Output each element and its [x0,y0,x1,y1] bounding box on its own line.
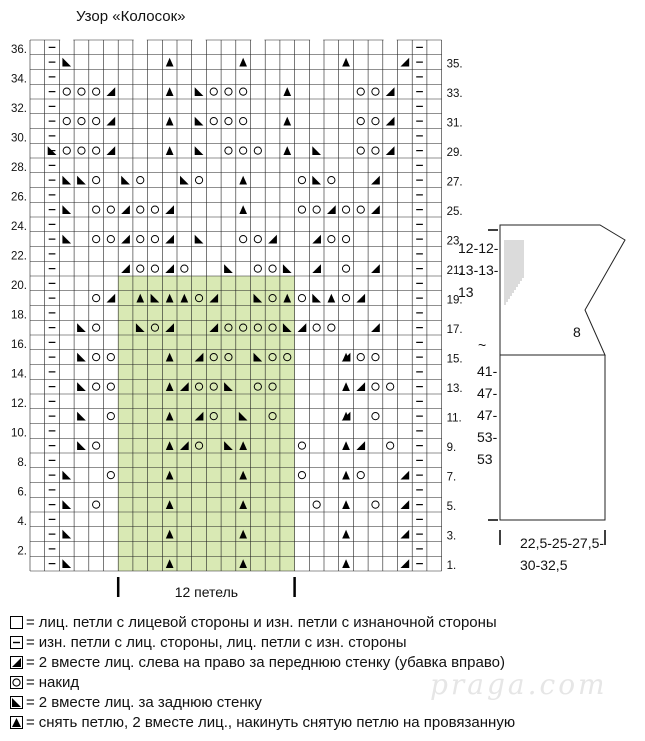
legend-text: лиц. петли с лицевой стороны и изн. петли с изнаночной стороны [38,613,497,631]
right-decrease-symbol [371,264,380,273]
right-decrease-symbol [107,146,116,155]
schematic-bottom-label: 22,5-25-27,5- [520,535,605,551]
schematic-sleeve-label: 8 [573,324,581,340]
row-number-right: 21. [446,265,463,277]
legend-item-central-decrease [10,712,640,732]
yarn-over-symbol [93,236,100,243]
right-decrease-symbol [121,205,130,214]
yarn-over-symbol [342,295,349,302]
schematic-side-label: 53- [477,429,498,445]
left-decrease-symbol [224,264,233,273]
schematic-tilde: ~ [478,337,487,353]
purl-dash-icon [10,636,23,649]
left-decrease-symbol [121,176,130,185]
row-number-left: 28. [11,161,27,174]
yarn-over-symbol [93,118,100,125]
left-decrease-symbol [77,382,86,391]
yarn-over-symbol [357,206,364,213]
row-number-right: 29. [446,147,463,159]
yarn-over-symbol [328,177,335,184]
row-number-left: 18. [11,309,27,322]
yarn-over-symbol [372,413,379,420]
schematic-top-label: 13 [458,284,474,300]
right-decrease-symbol [371,205,380,214]
yarn-over-symbol [63,147,70,154]
right-decrease-symbol [401,471,410,480]
left-decrease-symbol [195,146,204,155]
top-notch [193,39,206,47]
legend-text: изн. петли с лиц. стороны, лиц. петли с изн. стороны [38,633,407,651]
central-decrease-symbol [239,58,247,67]
central-decrease-icon [10,716,23,729]
yarn-over-symbol [240,147,247,154]
yarn-over-symbol [151,206,158,213]
central-decrease-symbol [342,441,350,450]
yarn-over-symbol [93,354,100,361]
yarn-over-symbol [342,206,349,213]
yarn-over-symbol [357,472,364,479]
central-decrease-symbol [166,87,174,96]
yarn-over-symbol [93,383,100,390]
left-decrease-symbol [77,353,86,362]
right-decrease-symbol [165,235,174,244]
legend-eq: = [26,653,35,671]
row-number-right: 19. [446,294,463,307]
right-decrease-symbol [165,205,174,214]
yarn-over-symbol [93,88,100,95]
right-decrease-symbol [298,323,307,332]
row-number-right: 31. [446,117,463,130]
central-decrease-symbol [239,205,247,214]
yarn-over-symbol [93,147,100,154]
row-number-left: 16. [11,338,27,351]
schematic-side-label: 53 [477,451,493,467]
yarn-over-symbol [225,147,232,154]
legend-eq: = [26,693,35,711]
right-decrease-symbol [356,441,365,450]
yarn-over-symbol [342,265,349,272]
central-decrease-symbol [342,530,350,539]
left-decrease-symbol [62,235,71,244]
legend-eq: = [26,673,35,691]
yarn-over-symbol [328,324,335,331]
right-decrease-symbol [312,235,321,244]
right-decrease-symbol [121,264,130,273]
right-decrease-symbol [401,500,410,509]
top-notch [310,39,323,47]
legend-text: 2 вместе лиц. за заднюю стенку [38,693,262,711]
yarn-over-symbol [298,295,305,302]
row-number-left: 4. [17,515,27,528]
yarn-over-symbol [328,236,335,243]
yarn-over-symbol [78,88,85,95]
yarn-over-symbol [240,118,247,125]
right-decrease-symbol [312,264,321,273]
yarn-over-symbol [357,354,364,361]
yarn-over-symbol [93,177,100,184]
yarn-over-symbol [298,177,305,184]
top-notch [60,39,73,47]
right-decrease-symbol [107,87,116,96]
legend-text: 2 вместе лиц. слева на право за переднюю стенку (убавка вправо) [38,653,505,671]
central-decrease-symbol [342,58,350,67]
yarn-over-symbol [137,206,144,213]
row-number-right: 17. [446,324,463,336]
row-number-left: 32. [11,102,27,115]
central-decrease-symbol [342,500,350,509]
yarn-over-symbol [357,88,364,95]
left-decrease-symbol [62,205,71,214]
yarn-over-symbol [107,236,114,243]
yarn-over-symbol [313,206,320,213]
right-decrease-symbol [401,530,410,539]
row-number-left: 20. [11,279,27,292]
empty-cell-icon [10,616,23,629]
right-decrease-symbol [371,323,380,332]
yarn-over-symbol [78,147,85,154]
yarn-over-symbol [254,147,261,154]
row-number-left: 12. [11,397,27,410]
central-decrease-symbol [283,87,291,96]
central-decrease-symbol [328,294,336,303]
yarn-over-symbol [298,442,305,449]
legend-eq: = [26,633,35,651]
right-decrease-symbol [107,117,116,126]
central-decrease-symbol [342,559,350,568]
row-number-left: 30. [11,132,27,145]
schematic-side-label: 41- [477,363,498,379]
yarn-over-symbol [210,88,217,95]
yarn-over-symbol [93,295,100,302]
yarn-over-symbol [240,236,247,243]
yarn-over-symbol [357,118,364,125]
row-number-right: 13. [446,383,463,395]
yarn-over-symbol [372,88,379,95]
yarn-over-symbol [107,354,114,361]
yarn-over-symbol [107,413,114,420]
yarn-over-symbol [195,177,202,184]
row-number-right: 25. [446,206,463,218]
left-decrease-symbol [312,146,321,155]
yarn-over-symbol [93,206,100,213]
schematic-bottom-label: 30-32,5 [520,557,568,573]
yarn-over-symbol [298,472,305,479]
left-decrease-symbol [77,323,86,332]
repeat-label: 12 петель [174,584,239,600]
row-number-right: 7. [446,471,457,484]
yarn-over-symbol [93,501,100,508]
left-decrease-symbol [195,117,204,126]
row-number-left: 22. [11,250,27,263]
right-decrease-symbol [386,87,395,96]
row-number-left: 24. [11,220,27,233]
row-number-left: 8. [17,456,27,469]
yarn-over-symbol [107,472,114,479]
yarn-over-icon [10,676,23,689]
row-number-left: 2. [17,545,27,558]
right-decrease-symbol [107,294,116,303]
left-decrease-symbol [62,471,71,480]
right-decrease-symbol [401,559,410,568]
left-decrease-symbol [195,87,204,96]
yarn-over-symbol [151,236,158,243]
pattern-title: Узор «Колосок» [76,8,186,25]
right-decrease-symbol [371,176,380,185]
schematic-body [500,355,605,520]
right-decrease-symbol [327,205,336,214]
yarn-over-symbol [225,88,232,95]
top-notch [134,39,147,47]
yarn-over-symbol [254,236,261,243]
left-decrease-symbol [62,530,71,539]
schematic-top-label: 12-12- [458,240,499,256]
left-decrease-symbol [312,176,321,185]
yarn-over-symbol [372,383,379,390]
row-number-right: 5. [446,501,457,513]
row-number-right: 35. [446,58,463,71]
legend-item-purl [10,632,640,652]
row-number-right: 15. [446,353,463,366]
yarn-over-symbol [240,88,247,95]
yarn-over-symbol [137,177,144,184]
yarn-over-symbol [313,501,320,508]
right-decrease-symbol [386,117,395,126]
yarn-over-symbol [63,118,70,125]
right-decrease-symbol [165,264,174,273]
yarn-over-symbol [254,265,261,272]
yarn-over-symbol [387,383,394,390]
central-decrease-symbol [166,117,174,126]
legend-eq: = [26,613,35,631]
right-decrease-symbol [121,235,130,244]
legend-text: накид [38,673,80,691]
row-number-right: 1. [446,560,457,572]
central-decrease-symbol [166,58,174,67]
row-number-right: 23. [446,235,463,248]
row-number-left: 26. [11,191,27,204]
left-decrease-symbol [62,176,71,185]
yarn-over-symbol [372,118,379,125]
yarn-over-symbol [372,501,379,508]
central-decrease-symbol [166,146,174,155]
right-decrease-symbol [356,294,365,303]
watermark: praga.com [430,668,608,701]
left-decrease-symbol [180,176,189,185]
yarn-over-symbol [181,265,188,272]
yarn-over-symbol [93,324,100,331]
right-decrease-symbol [268,235,277,244]
central-decrease-symbol [342,471,350,480]
row-number-right: 11. [446,412,462,425]
yarn-over-symbol [93,442,100,449]
schematic-side-label: 47- [477,407,498,423]
central-decrease-symbol [283,146,291,155]
left-decrease-symbol [195,235,204,244]
yarn-over-symbol [298,206,305,213]
row-number-left: 36. [11,43,27,56]
legend-text: снять петлю, 2 вместе лиц., накинуть снятую петлю на провязанную [38,713,516,731]
left-decrease-icon [10,696,23,709]
yarn-over-symbol [342,236,349,243]
yarn-over-symbol [372,147,379,154]
left-decrease-symbol [312,294,321,303]
yarn-over-symbol [107,206,114,213]
schematic-top-label: 13-13- [458,262,499,278]
yarn-over-symbol [137,265,144,272]
row-number-left: 10. [11,427,27,440]
yarn-over-symbol [210,118,217,125]
row-number-right: 27. [446,176,463,189]
left-decrease-symbol [283,264,292,273]
left-decrease-symbol [77,441,86,450]
top-notch [384,39,397,47]
row-number-left: 14. [11,368,27,381]
legend-eq: = [26,713,35,731]
right-decrease-symbol [356,382,365,391]
row-number-left: 34. [11,73,27,86]
yarn-over-symbol [63,88,70,95]
top-notch [251,39,264,47]
schematic-side-label: 47- [477,385,498,401]
left-decrease-symbol [77,412,86,421]
row-number-left: 6. [17,486,27,499]
row-number-right: 33. [446,88,463,100]
yarn-over-symbol [78,118,85,125]
central-decrease-symbol [342,382,350,391]
yarn-over-symbol [372,354,379,361]
yarn-over-symbol [225,118,232,125]
left-decrease-symbol [77,176,86,185]
central-decrease-symbol [239,176,247,185]
central-decrease-symbol [283,117,291,126]
row-number-right: 3. [446,530,457,543]
left-decrease-symbol [62,559,71,568]
yarn-over-symbol [387,442,394,449]
yarn-over-symbol [269,265,276,272]
right-decrease-icon [10,656,23,669]
yarn-over-symbol [313,324,320,331]
yarn-over-symbol [357,147,364,154]
row-number-right: 9. [446,442,457,454]
right-decrease-symbol [401,58,410,67]
left-decrease-symbol [62,500,71,509]
legend-item-empty [10,612,640,632]
right-decrease-symbol [386,146,395,155]
left-decrease-symbol [62,58,71,67]
yarn-over-symbol [151,265,158,272]
yarn-over-symbol [137,236,144,243]
yarn-over-symbol [107,383,114,390]
